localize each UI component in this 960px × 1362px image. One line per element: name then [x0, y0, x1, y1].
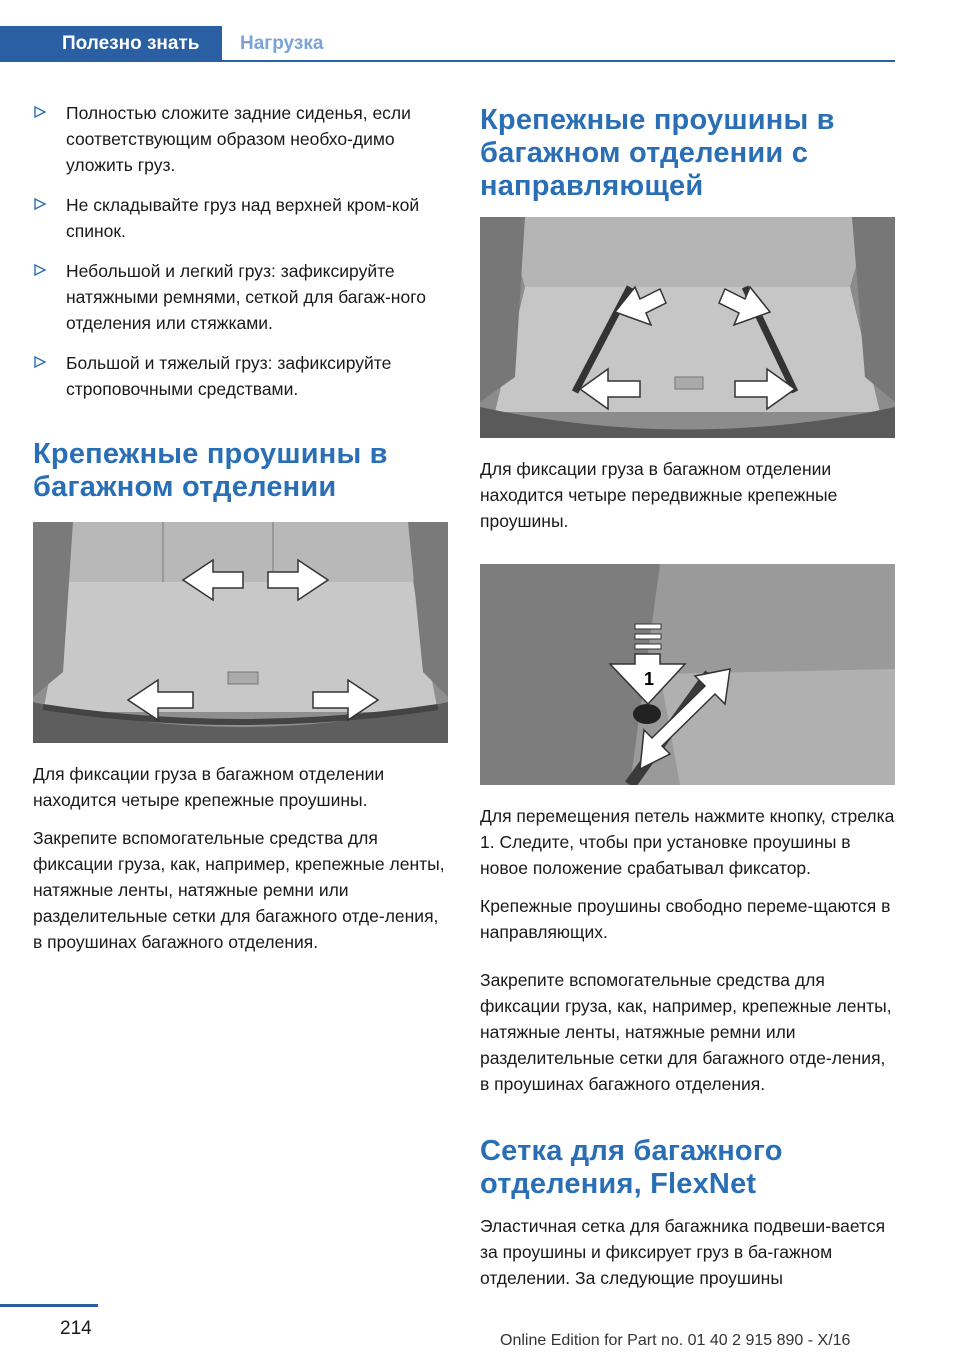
body-paragraph: Эластичная сетка для багажника подвеши-вается за проушины и фиксирует груз в ба-гажном отделении. За следующие проушины [480, 1216, 886, 1288]
header-rule [222, 60, 895, 62]
list-item [33, 192, 448, 244]
list-item-text: Небольшой и легкий груз: зафиксируйте натяжными ремнями, сеткой для багаж-ного отделения или стяжками. [66, 261, 426, 333]
figure-cargo-area-tie-down-eyes [33, 522, 448, 743]
triangle-bullet-icon [33, 263, 47, 277]
callout-number: 1 [644, 669, 655, 689]
bullet-list [33, 100, 448, 402]
header-bar [0, 26, 895, 62]
body-paragraph: Крепежные проушины свободно переме-щаются в направляющих. [480, 896, 891, 942]
triangle-bullet-icon [33, 105, 47, 119]
left-column [33, 100, 448, 967]
section-heading-tie-down-eyes-rail: Крепежные проушины в багажном отделении с направляющей [480, 104, 835, 202]
right-column [480, 104, 895, 1303]
section-tab-active[interactable]: Полезно знать [0, 26, 222, 62]
figure-caption: Для фиксации груза в багажном отделении находится четыре передвижные крепежные проушины. [480, 459, 838, 531]
list-item-text: Не складывайте груз над верхней кром-кой спинок. [66, 195, 420, 241]
list-item [33, 100, 448, 178]
triangle-bullet-icon [33, 197, 47, 211]
list-item [33, 350, 448, 402]
edition-footer: Online Edition for Part no. 01 40 2 915 890 - X/16 [500, 1332, 851, 1349]
body-paragraph: Закрепите вспомогательные средства для фиксации груза, как, например, крепежные ленты, натяжные ленты, натяжные ремни или разделительные сетки для багажного отде-ления, в проушинах багажного отделения. [480, 970, 892, 1094]
list-item [33, 258, 448, 336]
footer-rule [0, 1304, 98, 1307]
body-paragraph: Закрепите вспомогательные средства для фиксации груза, как, например, крепежные ленты, натяжные ленты, натяжные ремни или разделительные сетки для багажного отде-ления, в проушинах багажного отделения. [33, 828, 445, 952]
section-heading-tie-down-eyes: Крепежные проушины в багажном отделении [33, 438, 388, 503]
figure-caption: Для фиксации груза в багажном отделении находится четыре крепежные проушины. [33, 764, 385, 810]
list-item-text: Большой и тяжелый груз: зафиксируйте строповочными средствами. [66, 353, 392, 399]
section-tab-current-topic[interactable]: Нагрузка [240, 33, 324, 54]
triangle-bullet-icon [33, 355, 47, 369]
figure-cargo-area-rails [480, 217, 895, 438]
section-heading-flexnet: Сетка для багажного отделения, FlexNet [480, 1135, 783, 1200]
page-number: 214 [60, 1318, 92, 1339]
body-paragraph: Для перемещения петель нажмите кнопку, стрелка 1. Следите, чтобы при установке проушины в новое положение срабатывал фиксатор. [480, 806, 895, 878]
figure-rail-button [480, 564, 895, 785]
list-item-text: Полностью сложите задние сиденья, если соответствующим образом необхо-димо уложить груз. [66, 103, 411, 175]
